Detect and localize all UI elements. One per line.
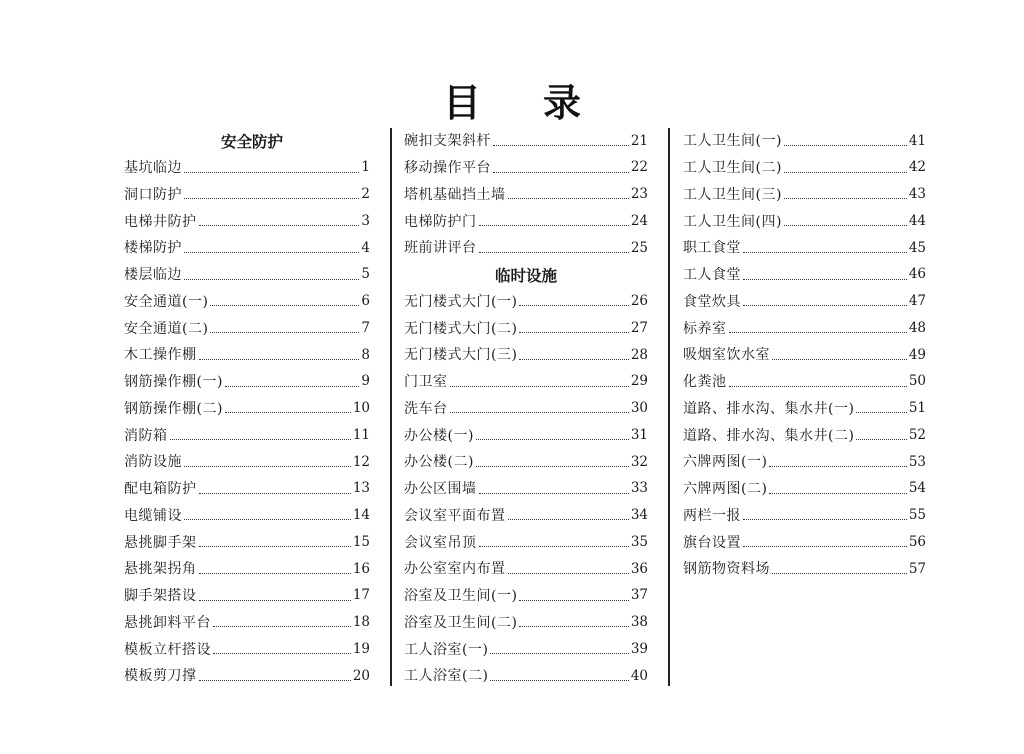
toc-entry-label: 悬挑架拐角 [124,561,197,578]
dot-leader [479,225,629,226]
toc-entry[interactable] [404,449,648,476]
toc-entry-page-number: 44 [908,212,926,229]
toc-entry-page-number: 14 [352,507,370,524]
toc-entry[interactable] [683,342,926,369]
toc-entry[interactable] [404,503,648,530]
toc-entry[interactable] [124,208,370,235]
toc-entry-label: 移动操作平台 [404,160,491,177]
toc-entry[interactable] [124,636,370,663]
toc-entry-label: 基坑临边 [124,160,182,177]
toc-entry-page-number: 12 [352,453,370,470]
toc-entry-page-number: 22 [630,159,648,176]
toc-entry-page-number: 24 [630,212,648,229]
toc-entry-page-number: 42 [908,159,926,176]
toc-entry-page-number: 3 [361,212,370,229]
dot-leader [784,225,907,226]
dot-leader [479,252,629,253]
toc-entry[interactable] [683,262,926,289]
toc-entry-label: 消防箱 [124,427,168,444]
toc-entry-label: 无门楼式大门(三) [404,347,518,364]
toc-entry[interactable] [124,610,370,637]
toc-entry-label: 吸烟室饮水室 [683,347,770,364]
toc-entry[interactable] [404,396,648,423]
dot-leader [519,332,628,333]
toc-entry-page-number: 40 [630,667,648,684]
toc-entry-page-number: 2 [361,186,370,203]
toc-entry-page-number: 48 [908,319,926,336]
toc-entry-page-number: 15 [352,533,370,550]
toc-entry-page-number: 33 [630,480,648,497]
toc-entry-label: 两栏一报 [683,507,741,524]
column-divider-2 [668,128,670,686]
dot-leader [476,466,629,467]
dot-leader [479,493,629,494]
toc-entry[interactable] [404,155,648,182]
dot-leader [508,198,629,199]
toc-entry-label: 电梯防护门 [404,213,477,230]
dot-leader [199,546,351,547]
toc-entry-page-number: 52 [908,426,926,443]
toc-entry-label: 楼层临边 [124,267,182,284]
toc-entry-page-number: 46 [908,266,926,283]
toc-entry-page-number: 28 [630,346,648,363]
toc-entry-label: 洞口防护 [124,186,182,203]
toc-entry[interactable] [124,503,370,530]
toc-entry-label: 工人浴室(一) [404,641,489,658]
toc-entry-page-number: 6 [361,293,370,310]
toc-entry[interactable] [683,422,926,449]
toc-entry-page-number: 27 [630,319,648,336]
section-heading: 临时设施 [494,267,557,286]
toc-column-3 [683,128,926,583]
toc-entry-page-number: 54 [908,480,926,497]
dot-leader [519,626,628,627]
toc-entry[interactable] [683,396,926,423]
toc-entry-label: 楼梯防护 [124,240,182,257]
toc-entry-label: 模板剪刀撑 [124,668,197,685]
toc-entry[interactable] [124,235,370,262]
dot-leader [856,412,906,413]
toc-entry-page-number: 5 [361,266,370,283]
toc-entry[interactable] [124,182,370,209]
dot-leader [493,172,629,173]
column-divider-1 [390,128,392,686]
toc-entry-page-number: 9 [361,373,370,390]
dot-leader [184,172,359,173]
toc-entry[interactable] [404,583,648,610]
dot-leader [729,332,907,333]
toc-entry-label: 木工操作棚 [124,347,197,364]
toc-entry-page-number: 18 [352,614,370,631]
toc-entry-label: 六牌两图(二) [683,481,768,498]
toc-entry[interactable] [683,182,926,209]
toc-entry[interactable] [683,315,926,342]
toc-entry-page-number: 36 [630,560,648,577]
toc-entry[interactable] [124,396,370,423]
toc-entry-label: 六牌两图(一) [683,454,768,471]
dot-leader [199,493,351,494]
toc-entry-label: 安全通道(二) [124,320,209,337]
toc-entry[interactable] [683,503,926,530]
dot-leader [784,198,907,199]
dot-leader [184,198,359,199]
toc-entry-label: 洗车台 [404,400,448,417]
toc-entry-label: 道路、排水沟、集水井(一) [683,400,855,417]
page-title [0,74,1024,124]
toc-entry-label: 钢筋操作棚(二) [124,400,223,417]
toc-entry-label: 钢筋物资料场 [683,561,770,578]
toc-entry[interactable] [683,128,926,155]
toc-entry[interactable] [683,369,926,396]
toc-entry-page-number: 7 [361,319,370,336]
toc-column-1 [124,128,370,690]
dot-leader [772,573,907,574]
dot-leader [450,412,629,413]
toc-entry-label: 浴室及卫生间(一) [404,588,518,605]
toc-entry-label: 悬挑脚手架 [124,534,197,551]
toc-entry-label: 无门楼式大门(一) [404,293,518,310]
toc-entry[interactable] [124,315,370,342]
toc-entry-page-number: 45 [908,239,926,256]
toc-entry[interactable] [683,529,926,556]
toc-entry[interactable] [683,155,926,182]
toc-entry-page-number: 53 [908,453,926,470]
dot-leader [450,386,629,387]
toc-entry[interactable] [404,369,648,396]
dot-leader [210,332,359,333]
toc-entry[interactable] [404,663,648,690]
toc-entry-page-number: 30 [630,400,648,417]
toc-entry[interactable] [124,369,370,396]
toc-entry-label: 工人食堂 [683,267,741,284]
toc-entry[interactable] [683,556,926,583]
toc-entry-page-number: 49 [908,346,926,363]
toc-entry-label: 标养室 [683,320,727,337]
toc-entry-page-number: 55 [908,507,926,524]
toc-entry-page-number: 16 [352,560,370,577]
dot-leader [225,386,359,387]
toc-entry[interactable] [404,289,648,316]
dot-leader [199,225,360,226]
toc-entry-label: 办公楼(一) [404,427,474,444]
toc-entry-page-number: 31 [630,426,648,443]
dot-leader [199,680,351,681]
toc-entry-page-number: 26 [630,293,648,310]
toc-entry-label: 工人卫生间(二) [683,160,782,177]
dot-leader [199,359,360,360]
toc-entry[interactable] [404,476,648,503]
toc-entry-page-number: 50 [908,373,926,390]
toc-entry-label: 会议室吊顶 [404,534,477,551]
toc-entry[interactable] [404,610,648,637]
toc-entry[interactable] [124,449,370,476]
dot-leader [508,573,629,574]
toc-entry[interactable] [124,529,370,556]
toc-entry-label: 电缆铺设 [124,507,182,524]
dot-leader [743,519,907,520]
toc-entry[interactable] [124,583,370,610]
toc-entry[interactable] [683,476,926,503]
dot-leader [490,680,628,681]
toc-entry-page-number: 10 [352,400,370,417]
dot-leader [213,653,351,654]
toc-entry[interactable] [404,315,648,342]
dot-leader [769,466,906,467]
toc-column-2 [404,128,648,690]
dot-leader [772,359,907,360]
title-char-2: 录 [543,80,582,125]
toc-entry-label: 办公室室内布置 [404,561,506,578]
toc-entry-page-number: 32 [630,453,648,470]
toc-entry-page-number: 19 [352,640,370,657]
toc-entry[interactable] [124,556,370,583]
toc-entry[interactable] [404,556,648,583]
toc-entry[interactable] [683,289,926,316]
toc-entry[interactable] [404,342,648,369]
toc-entry-page-number: 57 [908,560,926,577]
toc-entry-page-number: 47 [908,293,926,310]
toc-entry[interactable] [124,155,370,182]
toc-entry-label: 办公区围墙 [404,481,477,498]
toc-entry-page-number: 43 [908,186,926,203]
toc-entry-label: 悬挑卸料平台 [124,614,211,631]
toc-entry-label: 钢筋操作棚(一) [124,374,223,391]
dot-leader [743,279,907,280]
toc-entry[interactable] [124,289,370,316]
dot-leader [743,546,907,547]
toc-entry-label: 安全通道(一) [124,293,209,310]
section-heading: 安全防护 [220,133,283,152]
dot-leader [184,279,359,280]
dot-leader [493,145,629,146]
dot-leader [199,600,351,601]
dot-leader [519,305,628,306]
dot-leader [729,386,907,387]
toc-entry[interactable] [404,235,648,262]
toc-entry-page-number: 56 [908,533,926,550]
toc-entry-label: 浴室及卫生间(二) [404,614,518,631]
toc-entry-page-number: 41 [908,132,926,149]
dot-leader [743,305,907,306]
toc-entry-page-number: 4 [361,239,370,256]
toc-entry[interactable] [124,342,370,369]
toc-entry[interactable] [404,208,648,235]
toc-entry[interactable] [404,529,648,556]
toc-entry-label: 配电箱防护 [124,481,197,498]
dot-leader [184,519,351,520]
dot-leader [170,439,351,440]
toc-entry-page-number: 20 [352,667,370,684]
toc-entry-label: 工人浴室(二) [404,668,489,685]
dot-leader [210,305,359,306]
toc-entry-page-number: 34 [630,507,648,524]
toc-entry[interactable] [124,476,370,503]
toc-entry-page-number: 38 [630,614,648,631]
dot-leader [479,546,629,547]
toc-entry-label: 道路、排水沟、集水井(二) [683,427,855,444]
toc-entry[interactable] [683,449,926,476]
toc-entry-page-number: 29 [630,373,648,390]
toc-entry-page-number: 11 [352,426,370,443]
toc-entry-label: 班前讲评台 [404,240,477,257]
toc-entry[interactable] [124,422,370,449]
toc-entry-page-number: 21 [630,132,648,149]
toc-entry-page-number: 23 [630,186,648,203]
toc-entry-label: 无门楼式大门(二) [404,320,518,337]
dot-leader [784,172,907,173]
toc-entry-label: 塔机基础挡土墙 [404,186,506,203]
toc-entry[interactable] [683,235,926,262]
dot-leader [856,439,906,440]
dot-leader [225,412,351,413]
dot-leader [213,626,351,627]
toc-entry-label: 工人卫生间(一) [683,133,782,150]
dot-leader [519,359,628,360]
toc-entry-label: 模板立杆搭设 [124,641,211,658]
toc-entry-label: 食堂炊具 [683,293,741,310]
toc-entry-page-number: 39 [630,640,648,657]
toc-entry-label: 旗台设置 [683,534,741,551]
toc-entry-page-number: 17 [352,587,370,604]
toc-entry-page-number: 13 [352,480,370,497]
title-char-1: 目 [442,80,481,125]
dot-leader [490,653,628,654]
toc-entry-page-number: 1 [361,159,370,176]
toc-entry-label: 工人卫生间(三) [683,186,782,203]
toc-entry[interactable] [683,208,926,235]
toc-entry-label: 工人卫生间(四) [683,213,782,230]
toc-entry-label: 会议室平面布置 [404,507,506,524]
dot-leader [769,493,906,494]
toc-entry-page-number: 35 [630,533,648,550]
toc-entry-label: 消防设施 [124,454,182,471]
toc-entry-label: 办公楼(二) [404,454,474,471]
toc-entry[interactable] [404,636,648,663]
toc-entry-label: 化粪池 [683,374,727,391]
dot-leader [508,519,629,520]
dot-leader [199,573,351,574]
toc-entry[interactable] [404,422,648,449]
toc-entry[interactable] [124,262,370,289]
dot-leader [476,439,629,440]
dot-leader [184,252,359,253]
toc-entry-label: 门卫室 [404,374,448,391]
toc-entry-page-number: 51 [908,400,926,417]
dot-leader [784,145,907,146]
toc-entry-label: 电梯井防护 [124,213,197,230]
toc-entry-label: 脚手架搭设 [124,588,197,605]
dot-leader [519,600,628,601]
toc-entry-label: 职工食堂 [683,240,741,257]
toc-entry-page-number: 37 [630,587,648,604]
toc-entry[interactable] [404,182,648,209]
toc-entry[interactable] [124,663,370,690]
toc-entry-page-number: 8 [361,346,370,363]
toc-entry-label: 碗扣支架斜杆 [404,133,491,150]
dot-leader [743,252,907,253]
toc-entry-page-number: 25 [630,239,648,256]
dot-leader [184,466,351,467]
toc-entry[interactable] [404,128,648,155]
